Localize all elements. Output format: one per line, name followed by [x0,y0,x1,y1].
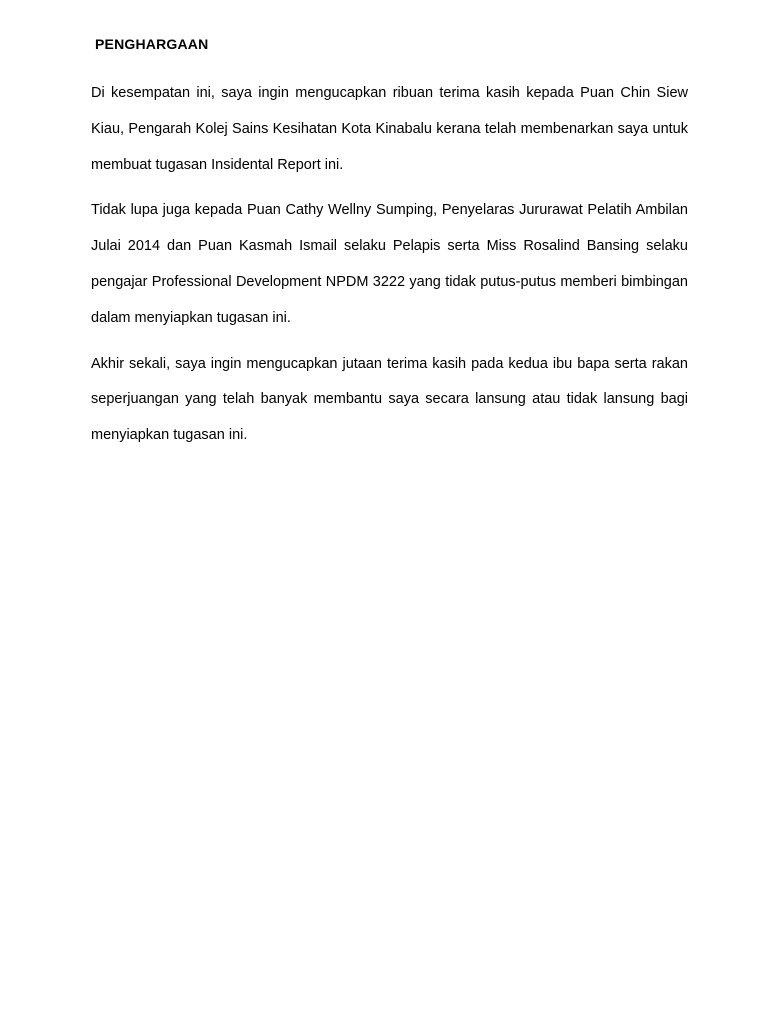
paragraph-thanks-coordinators: Tidak lupa juga kepada Puan Cathy Wellny Sumping, Penyelaras Jururawat Pelatih Ambilan Julai 2014 dan Puan Kasmah Ismail selaku Pelapis serta Miss Rosalind Bansing selaku pengajar Professional Development NPDM 3222 yang tidak putus-putus memberi bimbingan dalam menyiapkan tugasan ini. [91,202,688,326]
page-title: PENGHARGAAN [95,36,209,52]
paragraph-thanks-director: Di kesempatan ini, saya ingin mengucapkan ribuan terima kasih kepada Puan Chin Siew Kiau, Pengarah Kolej Sains Kesihatan Kota Kinabalu kerana telah membenarkan saya untuk membuat tugasan Insidental Report ini. [91,85,688,173]
paragraph-thanks-family: Akhir sekali, saya ingin mengucapkan jutaan terima kasih pada kedua ibu bapa serta rakan seperjuangan yang telah banyak membantu saya secara lansung atau tidak lansung bagi menyiapkan tugasan ini. [91,355,688,444]
document-body [91,76,688,454]
